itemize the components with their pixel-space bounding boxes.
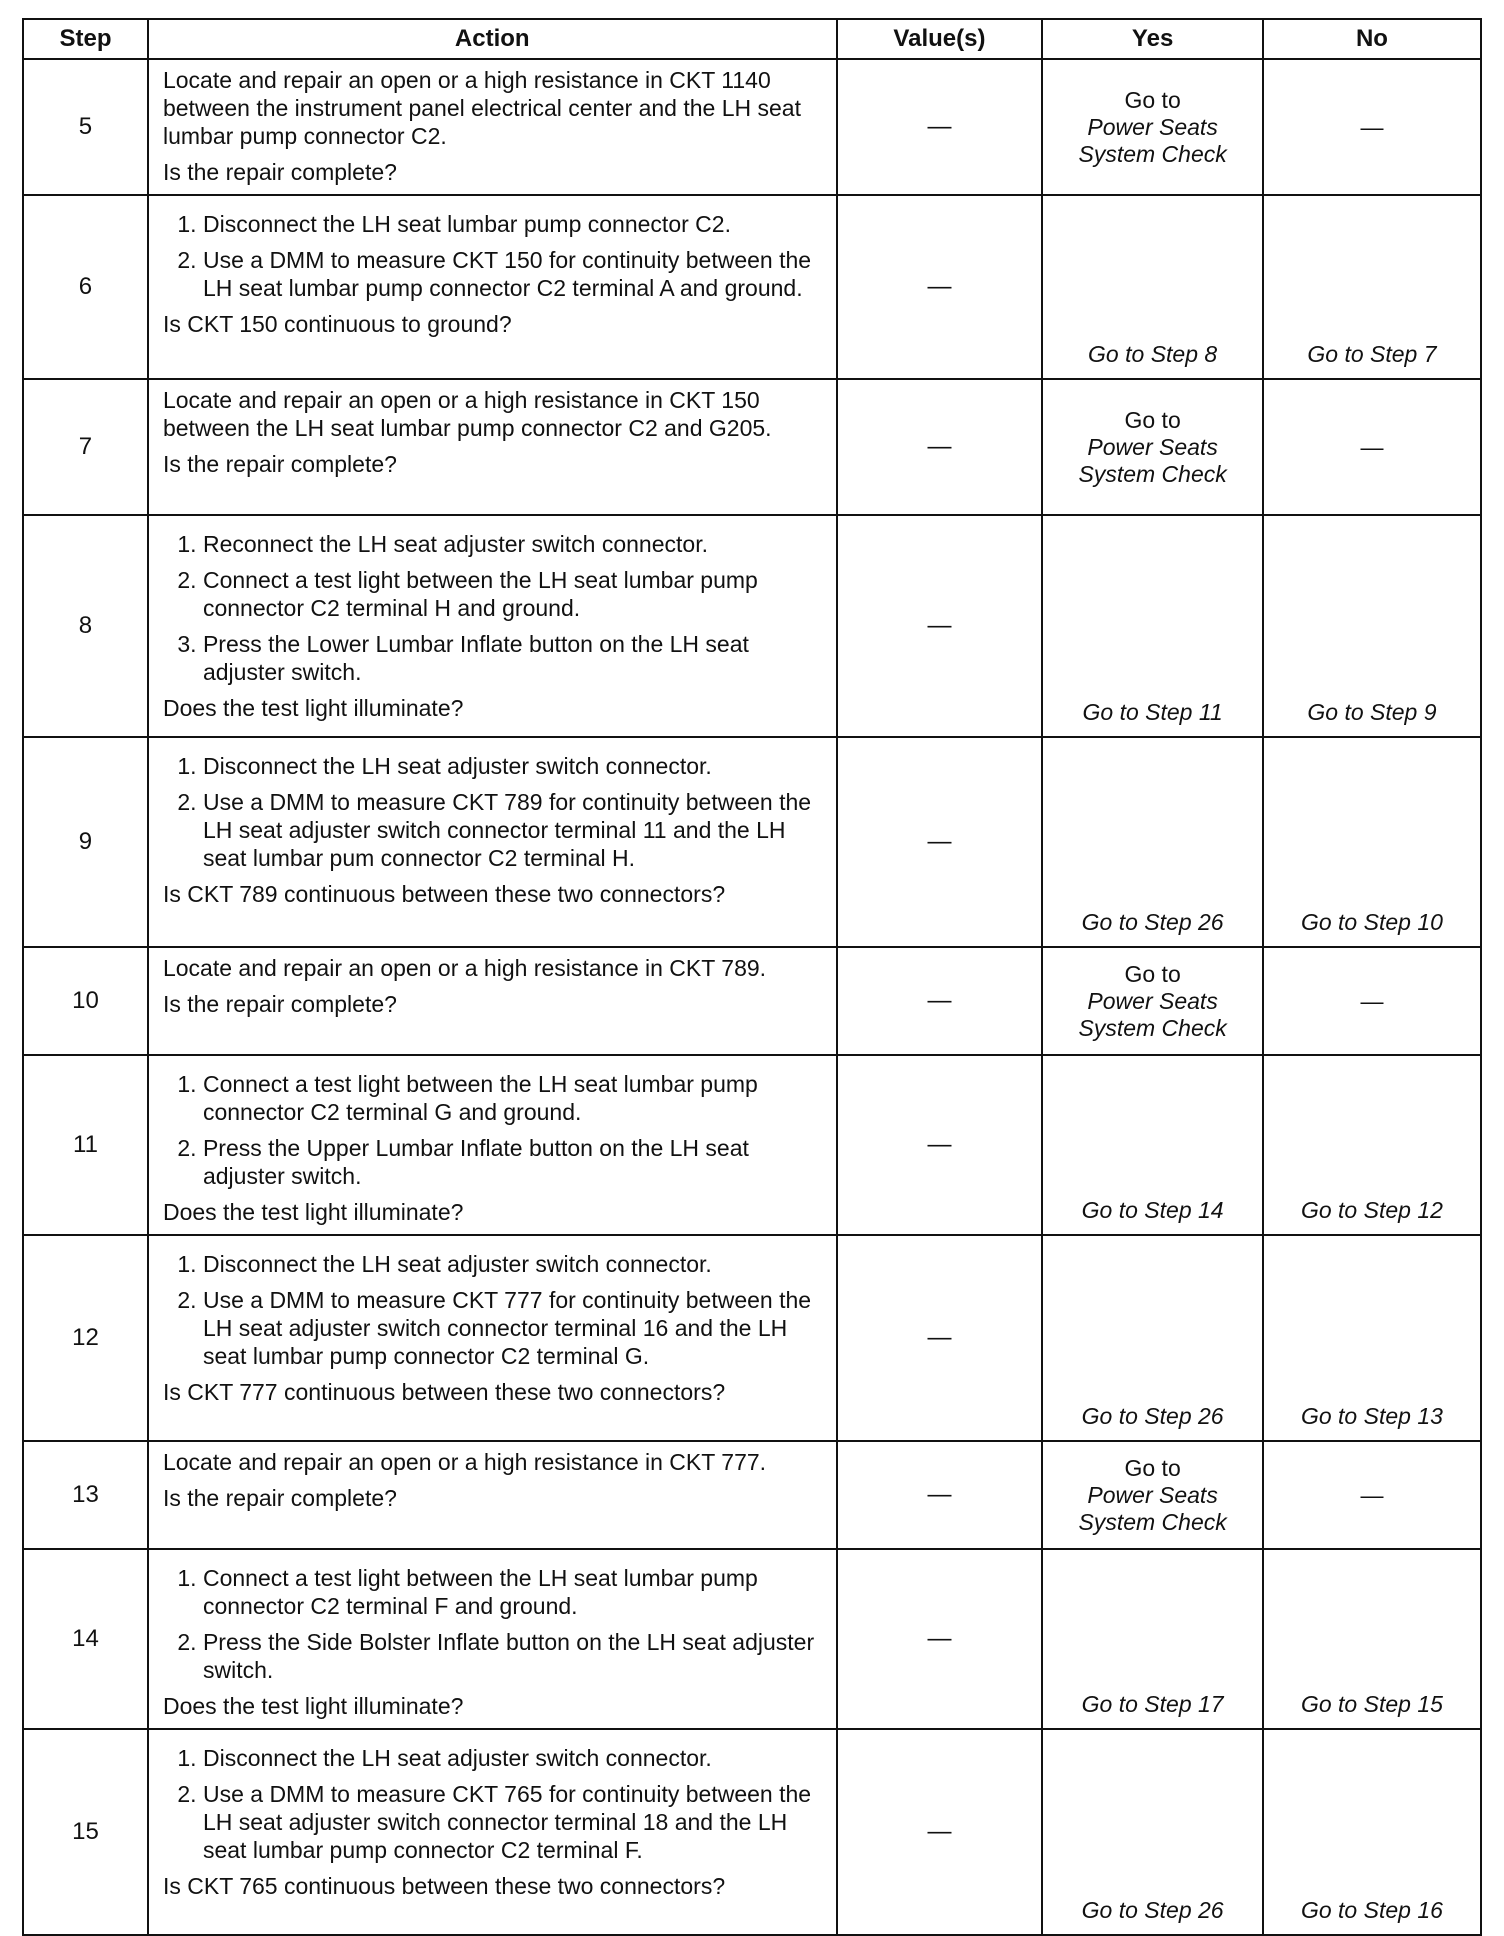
action-cell (148, 515, 837, 737)
action-list (163, 1744, 828, 1864)
step-number: 5 (23, 59, 148, 195)
action-cell (148, 947, 837, 1055)
step-number: 13 (23, 1441, 148, 1549)
action-list (163, 530, 828, 686)
yes-cell (1042, 1441, 1263, 1549)
value-cell: — (837, 737, 1043, 947)
action-text: Locate and repair an open or a high resistance in CKT 1140 between the instrument panel electrical center and the LH seat lumbar pump connector C2. (162, 67, 801, 149)
action-item: 1. Reconnect the LH seat adjuster switch connector. (203, 530, 828, 558)
value-cell: — (837, 1441, 1043, 1549)
diagnostic-table-container (22, 18, 1482, 1936)
step-number: 12 (23, 1235, 148, 1441)
step-number: 10 (23, 947, 148, 1055)
action-text: Locate and repair an open or a high resistance in CKT 150 between the LH seat lumbar pump connector C2 and G205. (162, 387, 772, 441)
no-cell: — (1263, 1441, 1481, 1549)
action-question: Is CKT 150 continuous to ground? (162, 311, 512, 337)
action-list (163, 210, 828, 302)
action-text: Locate and repair an open or a high resistance in CKT 789. (162, 955, 767, 981)
action-question: Is the repair complete? (162, 159, 397, 185)
yes-cell (1042, 59, 1263, 195)
action-list (163, 752, 828, 872)
action-cell (148, 59, 837, 195)
header-step: Step (23, 19, 148, 59)
action-item: 2. Use a DMM to measure CKT 150 for continuity between the LH seat lumbar pump connector C2 terminal A and ground. (203, 246, 828, 302)
action-item: 1. Connect a test light between the LH seat lumbar pump connector C2 terminal F and ground. (203, 1564, 828, 1620)
no-cell: Go to Step 12 (1263, 1055, 1481, 1235)
step-number: 7 (23, 379, 148, 515)
action-item: 2. Use a DMM to measure CKT 777 for continuity between the LH seat adjuster switch connector terminal 16 and the LH seat lumbar pump connector C2 terminal G. (203, 1286, 828, 1370)
action-list (163, 1564, 828, 1684)
step-number: 15 (23, 1729, 148, 1935)
action-question: Is CKT 777 continuous between these two connectors? (162, 1379, 726, 1405)
action-cell (148, 1055, 837, 1235)
goto-target-line1: Power Seats (1087, 1481, 1218, 1508)
table-row-step-15 (23, 1729, 1481, 1935)
value-cell: — (837, 1235, 1043, 1441)
action-question: Does the test light illuminate? (162, 1693, 464, 1719)
action-question: Is the repair complete? (162, 1485, 397, 1511)
action-list (163, 1250, 828, 1370)
no-cell: Go to Step 16 (1263, 1729, 1481, 1935)
step-number: 9 (23, 737, 148, 947)
no-cell: Go to Step 15 (1263, 1549, 1481, 1729)
table-row-step-13 (23, 1441, 1481, 1549)
header-no: No (1263, 19, 1481, 59)
action-item: 1. Disconnect the LH seat adjuster switch connector. (203, 1250, 828, 1278)
step-number: 8 (23, 515, 148, 737)
table-row-step-10 (23, 947, 1481, 1055)
goto-target-line2: System Check (1078, 140, 1227, 167)
action-item: 1. Disconnect the LH seat adjuster switch connector. (203, 1744, 828, 1772)
step-number: 14 (23, 1549, 148, 1729)
action-cell (148, 1235, 837, 1441)
table-header-row (23, 19, 1481, 59)
action-cell (148, 1441, 837, 1549)
no-cell: — (1263, 947, 1481, 1055)
table-row-step-8 (23, 515, 1481, 737)
step-number: 11 (23, 1055, 148, 1235)
step-number: 6 (23, 195, 148, 379)
yes-cell: Go to Step 11 (1042, 515, 1263, 737)
action-question: Is the repair complete? (162, 451, 397, 477)
table-row-step-11 (23, 1055, 1481, 1235)
action-cell (148, 1729, 837, 1935)
no-cell: — (1263, 379, 1481, 515)
no-cell: Go to Step 13 (1263, 1235, 1481, 1441)
action-item: 3. Press the Lower Lumbar Inflate button on the LH seat adjuster switch. (203, 630, 828, 686)
yes-cell: Go to Step 17 (1042, 1549, 1263, 1729)
table-row-step-12 (23, 1235, 1481, 1441)
value-cell: — (837, 947, 1043, 1055)
header-yes: Yes (1042, 19, 1263, 59)
goto-label: Go to (1124, 1454, 1181, 1481)
action-item: 2. Use a DMM to measure CKT 765 for continuity between the LH seat adjuster switch connector terminal 18 and the LH seat lumbar pump connector C2 terminal F. (203, 1780, 828, 1864)
no-cell: — (1263, 59, 1481, 195)
header-action: Action (148, 19, 837, 59)
action-list (163, 1070, 828, 1190)
yes-cell: Go to Step 26 (1042, 1729, 1263, 1935)
action-item: 1. Connect a test light between the LH seat lumbar pump connector C2 terminal G and ground. (203, 1070, 828, 1126)
diagnostic-table (22, 18, 1482, 1936)
action-question: Is CKT 789 continuous between these two connectors? (162, 881, 726, 907)
table-row-step-9 (23, 737, 1481, 947)
table-row-step-14 (23, 1549, 1481, 1729)
action-item: 2. Connect a test light between the LH seat lumbar pump connector C2 terminal H and ground. (203, 566, 828, 622)
goto-target-line1: Power Seats (1087, 433, 1218, 460)
action-item: 1. Disconnect the LH seat lumbar pump connector C2. (203, 210, 828, 238)
no-cell: Go to Step 7 (1263, 195, 1481, 379)
action-cell (148, 737, 837, 947)
action-item: 2. Use a DMM to measure CKT 789 for continuity between the LH seat adjuster switch connector terminal 11 and the LH seat lumbar pum connector C2 terminal H. (203, 788, 828, 872)
action-item: 2. Press the Upper Lumbar Inflate button on the LH seat adjuster switch. (203, 1134, 828, 1190)
yes-cell (1042, 947, 1263, 1055)
goto-target-line2: System Check (1078, 1508, 1227, 1535)
value-cell: — (837, 515, 1043, 737)
table-row-step-6 (23, 195, 1481, 379)
yes-cell: Go to Step 26 (1042, 737, 1263, 947)
no-cell: Go to Step 9 (1263, 515, 1481, 737)
action-cell (148, 1549, 837, 1729)
value-cell: — (837, 1055, 1043, 1235)
action-question: Does the test light illuminate? (162, 1199, 464, 1225)
yes-cell: Go to Step 8 (1042, 195, 1263, 379)
goto-target-line2: System Check (1078, 1014, 1227, 1041)
yes-cell (1042, 379, 1263, 515)
value-cell: — (837, 379, 1043, 515)
goto-label: Go to (1124, 960, 1181, 987)
action-question: Is the repair complete? (162, 991, 397, 1017)
no-cell: Go to Step 10 (1263, 737, 1481, 947)
action-cell (148, 379, 837, 515)
value-cell: — (837, 1729, 1043, 1935)
action-item: 2. Press the Side Bolster Inflate button on the LH seat adjuster switch. (203, 1628, 828, 1684)
goto-label: Go to (1124, 406, 1181, 433)
table-row-step-5 (23, 59, 1481, 195)
yes-cell: Go to Step 26 (1042, 1235, 1263, 1441)
yes-cell: Go to Step 14 (1042, 1055, 1263, 1235)
header-values: Value(s) (837, 19, 1043, 59)
value-cell: — (837, 1549, 1043, 1729)
action-cell (148, 195, 837, 379)
goto-label: Go to (1124, 86, 1181, 113)
value-cell: — (837, 59, 1043, 195)
goto-target-line1: Power Seats (1087, 113, 1218, 140)
goto-target-line2: System Check (1078, 460, 1227, 487)
value-cell: — (837, 195, 1043, 379)
action-question: Does the test light illuminate? (162, 695, 464, 721)
action-question: Is CKT 765 continuous between these two connectors? (162, 1873, 726, 1899)
action-item: 1. Disconnect the LH seat adjuster switch connector. (203, 752, 828, 780)
action-text: Locate and repair an open or a high resistance in CKT 777. (162, 1449, 767, 1475)
table-row-step-7 (23, 379, 1481, 515)
goto-target-line1: Power Seats (1087, 987, 1218, 1014)
